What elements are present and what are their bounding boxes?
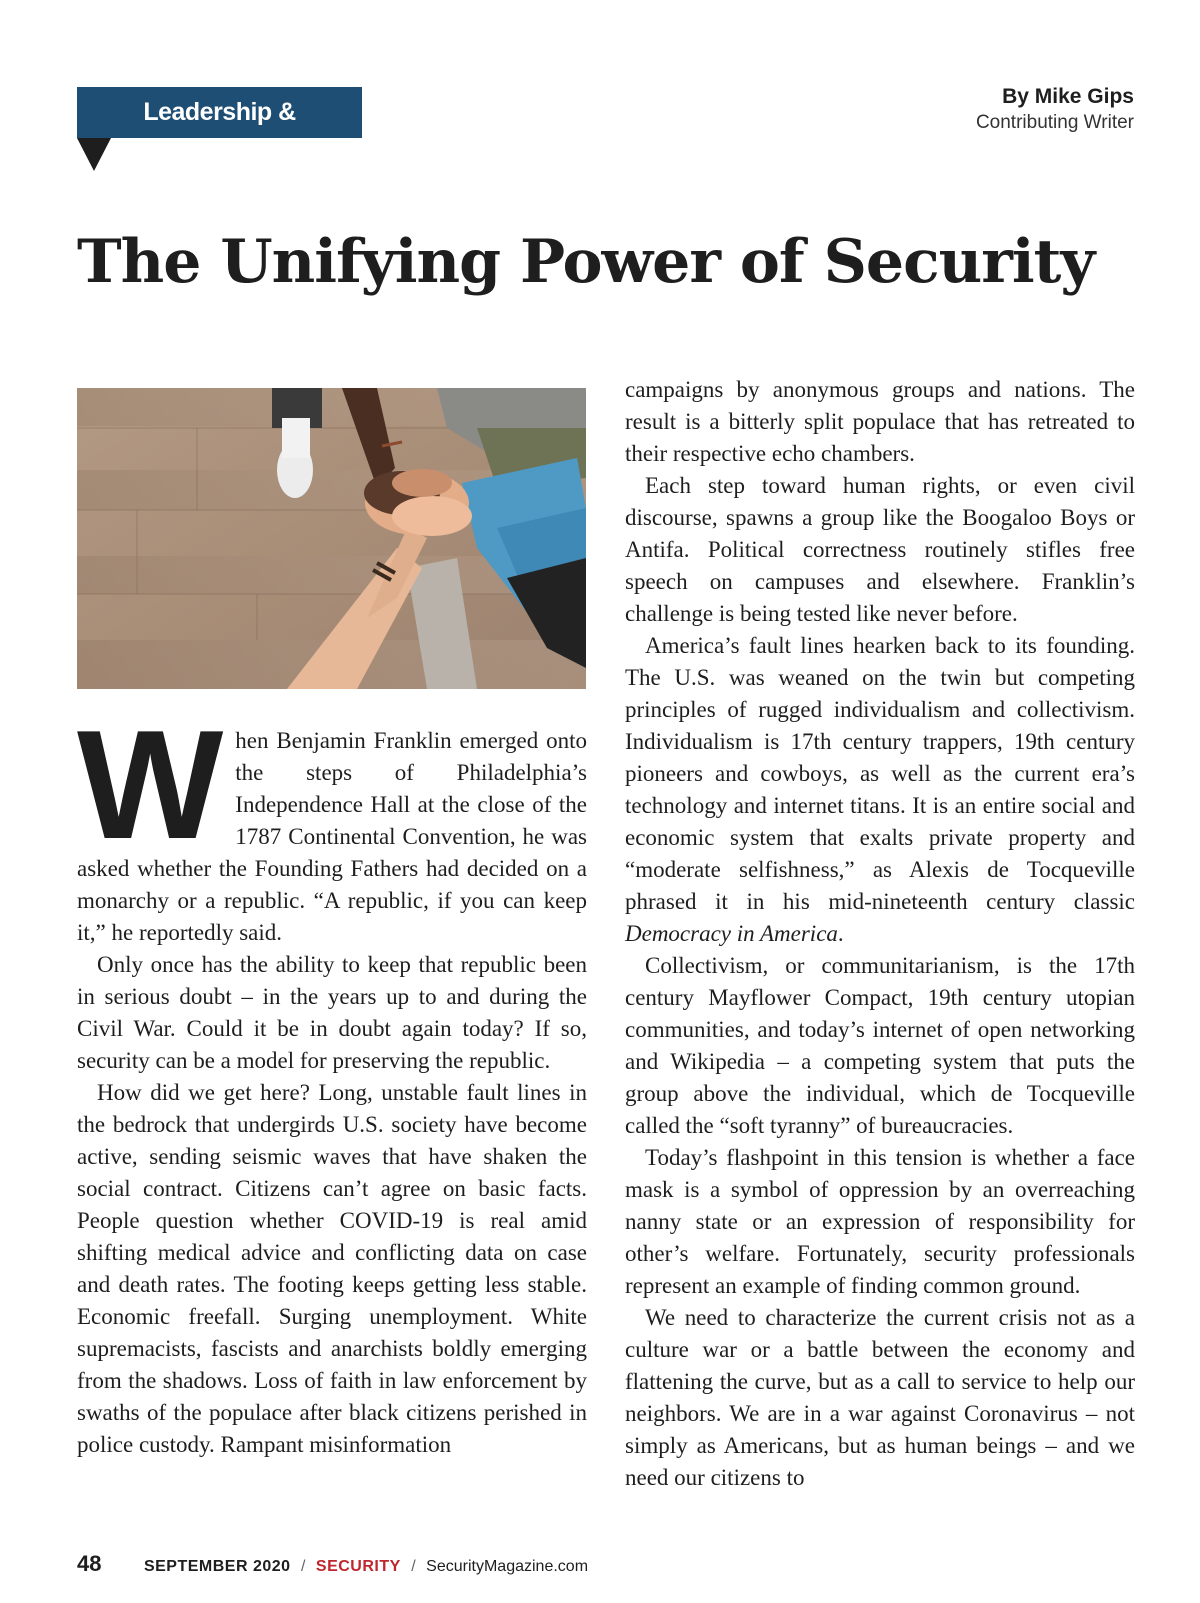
paragraph-text: . (837, 921, 844, 946)
article-paragraph: Each step toward human rights, or even civil discourse, spawns a group like the Boogaloo Boys or Antifa. Political correctness routinely stifles free speech on campuses and elsewhere. Franklin’s challenge is being tested like never before. (625, 473, 1135, 626)
article-paragraph: We need to characterize the current crisis not as a culture war or a battle between the economy and flattening the curve, but as a call to service to help our neighbors. We are in a war against Coronavirus – not simply as Americans, but as human beings – and we need our citizens to (625, 1305, 1135, 1490)
article-paragraph: Today’s flashpoint in this tension is whether a face mask is a symbol of oppression by an overreaching nanny state or an expression of responsibility for other’s welfare. Fortunately, security professionals represent an example of finding common ground. (625, 1145, 1135, 1298)
issue-date: SEPTEMBER 2020 (143, 1558, 291, 1575)
footer-separator: / (411, 1558, 416, 1575)
author-name: By Mike Gips (1002, 85, 1134, 108)
article-paragraph: How did we get here? Long, unstable fault lines in the bedrock that undergirds U.S. society have become active, sending seismic waves that have shaken the social contract. Citizens can’t agree on basic facts. People question whether COVID-19 is real amid shifting medical advice and conflicting data on case and death rates. The footing keeps getting less stable. Economic freefall. Surging unemployment. White supremacists, fascists and anarchists boldly emerging from the shadows. Loss of faith in law enforcement by swaths of the populace after black citizens perished in police custody. Rampant misinformation (77, 1080, 587, 1457)
article-column-right (625, 374, 1135, 1494)
page-number: 48 (77, 1551, 102, 1576)
article-paragraph (625, 630, 1135, 950)
article-paragraph: Only once has the ability to keep that republic been in serious doubt – in the years up to and during the Civil War. Could it be in doubt again today? If so, security can be a model for preserving the republic. (77, 952, 587, 1073)
drop-cap: W (77, 698, 224, 871)
article-paragraph: Collectivism, or communitarianism, is the 17th century Mayflower Compact, 19th century utopian communities, and today’s internet of open networking and Wikipedia – a competing system that puts the group above the individual, which de Tocqueville called the “soft tyranny” of bureaucracies. (625, 953, 1135, 1138)
byline (976, 84, 1134, 135)
stacked-hands-photo (77, 388, 586, 689)
website-link[interactable]: SecurityMagazine.com (426, 1558, 589, 1575)
paragraph-text: hen Benjamin Franklin emerged onto the steps of Philadelphia’s Independence Hall at the close of the 1787 Continental Convention, he was asked whether the Founding Fathers had decided on a monarchy or a republic. “A republic, if you can keep it,” he reportedly said. (77, 728, 587, 945)
section-tag-pointer (77, 138, 111, 171)
article-title: The Unifying Power of Security (77, 227, 1095, 297)
paragraph-text: America’s fault lines hearken back to its founding. The U.S. was weaned on the twin but competing principles of rugged individualism and collectivism. Individualism is 17th century trappers, 19th century pioneers and cowboys, as well as the current era’s technology and internet titans. It is an entire social and economic system that exalts private property and “moderate selfishness,” as Alexis de Tocqueville phrased it in his mid-nineteenth century classic (625, 633, 1135, 914)
author-role: Contributing Writer (975, 112, 1134, 133)
book-title: Democracy in America (625, 921, 838, 946)
page-footer (77, 1552, 588, 1579)
footer-separator: / (301, 1558, 306, 1575)
magazine-brand: SECURITY (315, 1558, 401, 1575)
article-paragraph: campaigns by anonymous groups and nations. The result is a bitterly split populace that has retreated to their respective echo chambers. (625, 377, 1135, 466)
article-column-left (77, 698, 587, 1461)
article-paragraph (77, 698, 587, 949)
section-tag: Leadership & Management (77, 87, 362, 138)
